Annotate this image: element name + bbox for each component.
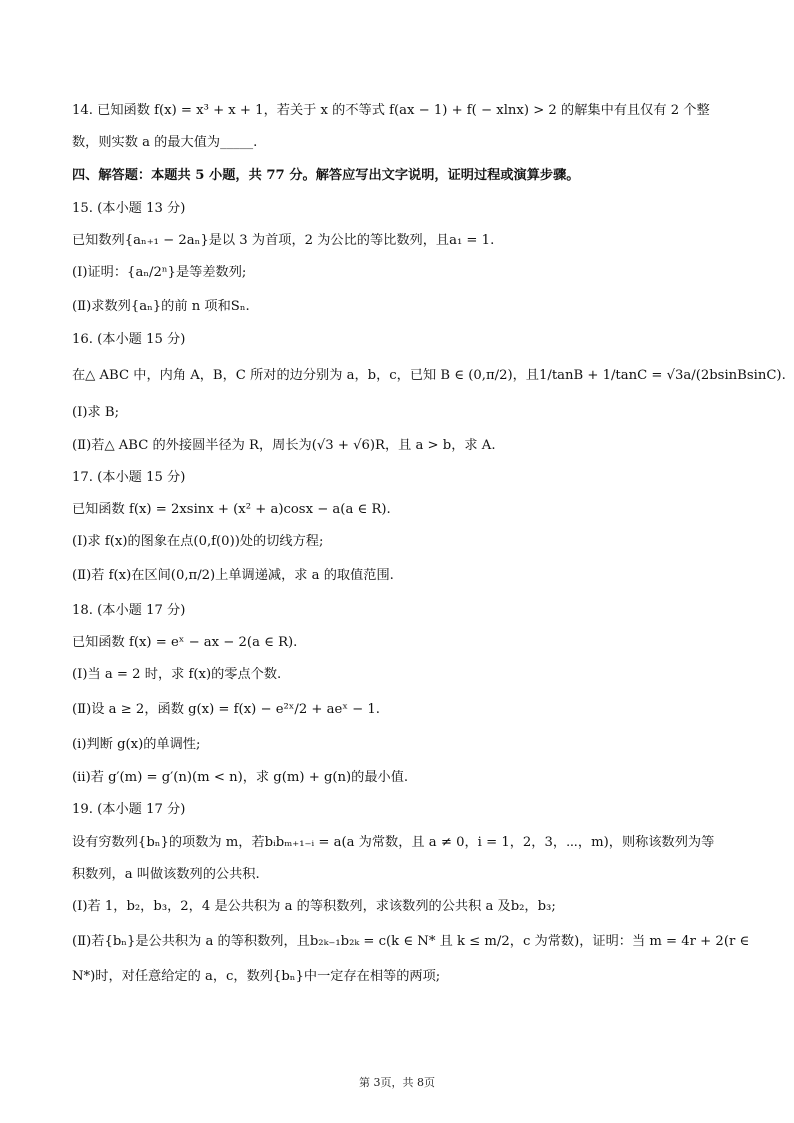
q18-part-1: (Ⅰ)当 a = 2 时，求 f(x)的零点个数. [72, 667, 282, 682]
q18-heading: 18. (本小题 17 分) [72, 603, 186, 618]
q17-part-1: (Ⅰ)求 f(x)的图象在点(0,f(0))处的切线方程; [72, 534, 324, 549]
q19-part-2-line-2: N*)时，对任意给定的 a，c，数列{bₙ}中一定存在相等的两项; [72, 969, 441, 984]
q15-part-1: (Ⅰ)证明：{aₙ/2ⁿ}是等差数列; [72, 265, 247, 280]
q18-stem: 已知函数 f(x) = eˣ − ax − 2(a ∈ R). [72, 635, 298, 650]
q16-heading: 16. (本小题 15 分) [72, 332, 186, 347]
q17-heading: 17. (本小题 15 分) [72, 470, 186, 485]
q19-part-2-line-1: (Ⅱ)若{bₙ}是公共积为 a 的等积数列，且b₂ₖ₋₁b₂ₖ = c(k ∈ N* 且 k ≤ m/2，c 为常数)，证明：当 m = 4r + 2(r ∈ [72, 934, 750, 949]
q16-part-2: (Ⅱ)若△ ABC 的外接圆半径为 R，周长为(√3 + √6)R，且 a > b，求 A. [72, 438, 496, 453]
q18-part-2-ii: (ⅱ)若 g′(m) = g′(n)(m < n)，求 g(m) + g(n)的最小值. [72, 770, 409, 785]
q15-stem: 已知数列{aₙ₊₁ − 2aₙ}是以 3 为首项，2 为公比的等比数列，且a₁ = 1. [72, 233, 495, 248]
section-heading: 四、解答题：本题共 5 小题，共 77 分。解答应写出文字说明，证明过程或演算步骤。 [72, 168, 580, 183]
q17-part-2: (Ⅱ)若 f(x)在区间(0,π/2)上单调递减，求 a 的取值范围. [72, 568, 394, 583]
page-footer: 第 3页，共 8页 [359, 1076, 435, 1089]
q18-part-2: (Ⅱ)设 a ≥ 2，函数 g(x) = f(x) − e²ˣ/2 + aeˣ − 1. [72, 702, 380, 717]
q16-stem: 在△ ABC 中，内角 A，B，C 所对的边分别为 a，b，c，已知 B ∈ (0,π/2)，且1/tanB + 1/tanC = √3a/(2bsinBsinC). [72, 368, 786, 383]
q14-line-2: 数，则实数 a 的最大值为_____. [72, 135, 258, 150]
q18-part-2-i: (ⅰ)判断 g(x)的单调性; [72, 737, 201, 752]
q19-stem-1: 设有穷数列{bₙ}的项数为 m，若bᵢbₘ₊₁₋ᵢ = a(a 为常数，且 a ≠ 0，i = 1，2，3，⋯，m)，则称该数列为等 [72, 835, 715, 850]
q15-part-2: (Ⅱ)求数列{aₙ}的前 n 项和Sₙ. [72, 299, 250, 314]
q19-part-1: (Ⅰ)若 1，b₂，b₃，2，4 是公共积为 a 的等积数列，求该数列的公共积 a 及b₂，b₃; [72, 899, 556, 914]
q15-heading: 15. (本小题 13 分) [72, 201, 186, 216]
q14-line-1: 14. 已知函数 f(x) = x³ + x + 1，若关于 x 的不等式 f(ax − 1) + f( − xlnx) > 2 的解集中有且仅有 2 个整 [72, 103, 710, 118]
q16-part-1: (Ⅰ)求 B; [72, 405, 120, 420]
q19-heading: 19. (本小题 17 分) [72, 802, 186, 817]
q19-stem-2: 积数列，a 叫做该数列的公共积. [72, 867, 260, 882]
q17-stem: 已知函数 f(x) = 2xsinx + (x² + a)cosx − a(a ∈ R). [72, 502, 391, 517]
